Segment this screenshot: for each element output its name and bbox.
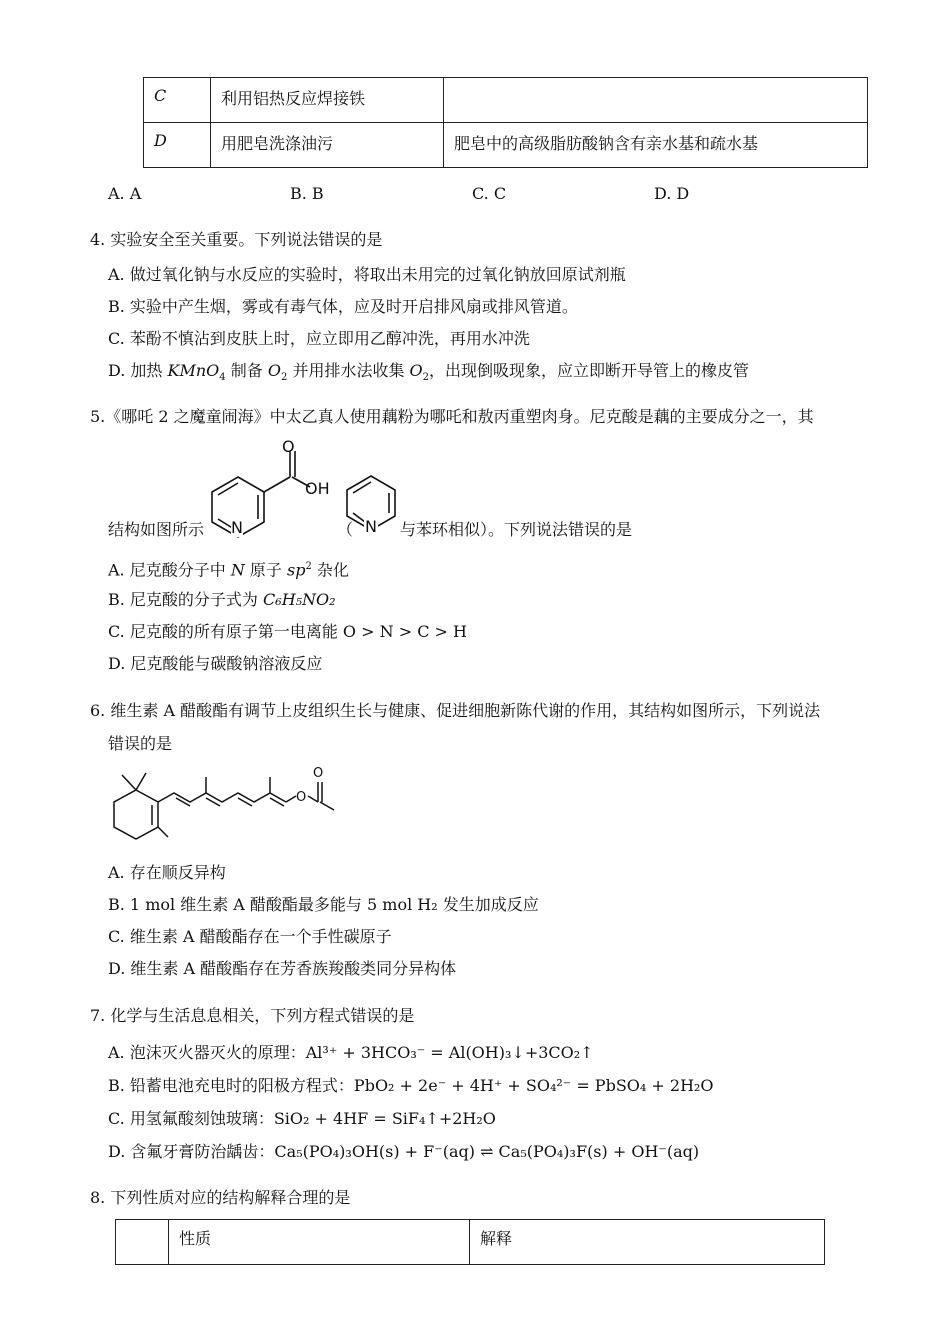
q5-atom-oh: OH [305,479,330,498]
q5-struct-mid: （ [337,520,354,539]
q6-stem-1: 6. 维生素 A 醋酸酯有调节上皮组织生长与健康、促进细胞新陈代谢的作用，其结构如图所示，下列说法 [90,701,821,720]
q4-d-i: ，出现倒吸现象，应立即断开导管上的橡皮管 [429,361,750,380]
q8-col-blank [116,1220,169,1265]
q5-a-sup: 2 [305,561,312,572]
q4-d-o1: O [267,361,281,380]
q5-b-pre: B. 尼克酸的分子式为 [108,590,264,609]
q8-col-property: 性质 [169,1220,470,1265]
q5-option-a[interactable] [108,556,349,581]
q3-row-c-label: C [144,78,211,123]
q4-option-d[interactable] [108,360,749,389]
q5-struct-pre: 结构如图所示 [108,520,205,539]
q3-option-a[interactable]: A. A [108,184,142,203]
q4-d-o2: O [409,361,423,380]
vitamin-a-acetate-structure [108,765,348,865]
q4-stem: 4. 实验安全至关重要。下列说法错误的是 [90,230,383,249]
q6-atom-o-ester: O [296,790,307,805]
q6-option-b[interactable]: B. 1 mol 维生素 A 醋酸酯最多能与 5 mol H₂ 发生加成反应 [108,895,539,914]
q3-option-b[interactable]: B. B [290,184,324,203]
q5-stem: 5.《哪吒 2 之魔童闹海》中太乙真人使用藕粉为哪吒和敖丙重塑肉身。尼克酸是藕的主要成分之一，其 [90,407,814,426]
q4-d-sub2a: 2 [280,372,288,384]
q4-d-sub4: 4 [219,372,226,384]
q3-row-c-text: 利用铝热反应焊接铁 [211,78,444,123]
q4-option-a[interactable]: A. 做过氧化钠与水反应的实验时，将取出未用完的过氧化钠放回原试剂瓶 [108,265,626,284]
q5-option-d[interactable]: D. 尼克酸能与碳酸钠溶液反应 [108,654,323,673]
q5-atom-o: O [282,437,295,456]
q4-d-f: 并用排水法收集 [287,361,410,380]
q7-option-a[interactable]: A. 泡沫灭火器灭火的原理：Al³⁺ + 3HCO₃⁻ = Al(OH)₃↓+3CO₂↑ [108,1043,594,1062]
q5-a-sp: sp [287,560,306,580]
q4-d-sub2b: 2 [422,372,430,384]
q6-option-d[interactable]: D. 维生素 A 醋酸酯存在芳香族羧酸类同分异构体 [108,959,457,978]
q3-option-d[interactable]: D. D [654,184,690,203]
q5-a-n: N [230,560,245,580]
q4-option-b[interactable]: B. 实验中产生烟，雾或有毒气体，应及时开启排风扇或排风管道。 [108,297,578,316]
q4-d-pre: D. 加热 [108,361,168,380]
q7-option-d[interactable]: D. 含氟牙膏防治龋齿：Ca₅(PO₄)₃OH(s) + F⁻(aq) ⇌ Ca₅(PO₄)₃F(s) + OH⁻(aq) [108,1142,700,1161]
q5-a-pre: A. 尼克酸分子中 [108,560,231,580]
q7-option-b[interactable]: B. 铅蓄电池充电时的阳极方程式：PbO₂ + 2e⁻ + 4H⁺ + SO₄²⁻ = PbSO₄ + 2H₂O [108,1076,714,1095]
q5-struct-post: 与苯环相似）。下列说法错误的是 [400,520,633,539]
q6-option-a[interactable]: A. 存在顺反异构 [108,863,226,882]
q3-row-c-reason [444,78,868,123]
q3-row-d-reason: 肥皂中的高级脂肪酸钠含有亲水基和疏水基 [444,123,868,168]
q6-atom-o-carbonyl: O [313,766,324,781]
q3-row-d-text: 用肥皂洗涤油污 [211,123,444,168]
q4-option-c[interactable]: C. 苯酚不慎沾到皮肤上时，应立即用乙醇冲洗，再用水冲洗 [108,329,530,348]
q7-option-c[interactable]: C. 用氢氟酸刻蚀玻璃：SiO₂ + 4HF = SiF₄↑+2H₂O [108,1109,496,1128]
q6-option-c[interactable]: C. 维生素 A 醋酸酯存在一个手性碳原子 [108,927,392,946]
q7-stem: 7. 化学与生活息息相关，下列方程式错误的是 [90,1006,415,1025]
q3-table [143,77,868,168]
q6-stem-2: 错误的是 [108,734,173,753]
q5-option-b[interactable] [108,589,336,611]
q5-option-c[interactable]: C. 尼克酸的所有原子第一电离能 O > N > C > H [108,622,467,641]
q3-row-d-label: D [144,123,211,168]
q8-col-reason: 解释 [470,1220,825,1265]
q8-table [115,1219,825,1265]
q5-a-post: 杂化 [311,560,349,580]
q4-d-kmno: KMnO [167,361,220,380]
q5-atom-n: N [231,518,243,537]
q5-atom-n2: N [365,517,377,536]
q8-stem: 8. 下列性质对应的结构解释合理的是 [90,1188,351,1207]
q3-option-c[interactable]: C. C [472,184,507,203]
q5-a-mid: 原子 [244,560,288,580]
q5-b-formula: C₆H₅NO₂ [263,590,336,609]
q4-d-c: 制备 [225,361,268,380]
